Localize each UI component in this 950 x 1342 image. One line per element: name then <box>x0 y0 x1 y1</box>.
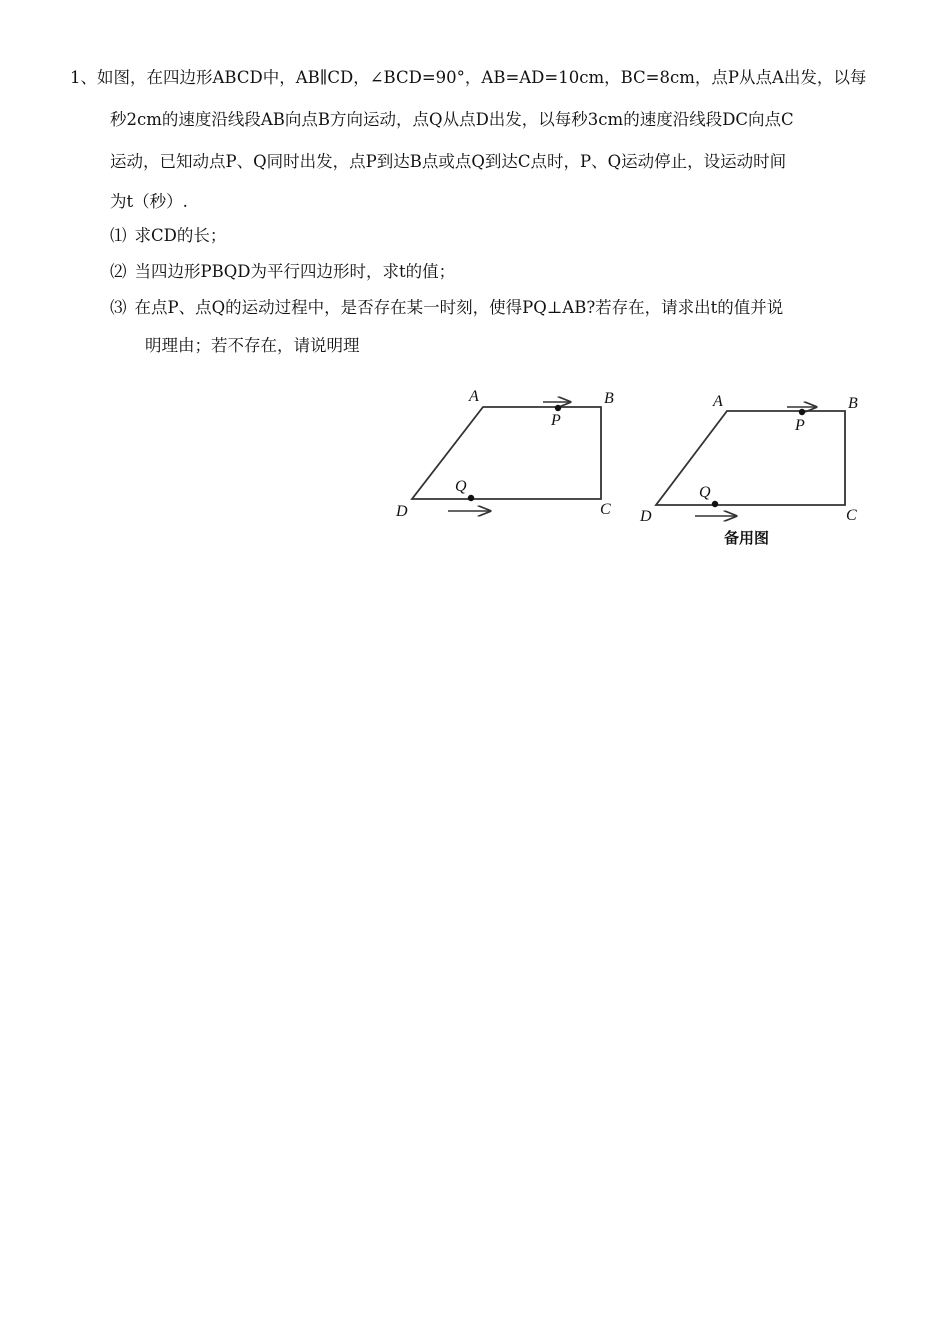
problem-line-1 <box>70 64 866 88</box>
figure-1-quadrilateral <box>412 407 601 499</box>
figure-2-point-p <box>799 409 805 415</box>
figure-2-label-p: P <box>795 417 805 434</box>
figure-1-label-a: A <box>469 388 479 405</box>
figure-2 <box>639 393 858 547</box>
figure-1-point-q <box>468 495 474 501</box>
figure-2-label-c: C <box>846 507 857 524</box>
question-1 <box>110 222 226 246</box>
question-2 <box>110 258 455 282</box>
figure-1-label-p: P <box>551 412 561 429</box>
figure-2-quadrilateral <box>656 411 845 505</box>
problem-line-2: 秒2cm的速度沿线段AB向点B方向运动，点Q从点D出发，以每秒3cm的速度沿线段DC向点C <box>110 110 794 129</box>
figure-1 <box>395 388 614 520</box>
problem-text-1: 如图，在四边形ABCD中，AB∥CD，∠BCD=90°，AB=AD=10cm，BC=8cm，点P从点A出发，以每 <box>97 68 867 87</box>
figure-2-label-d: D <box>640 508 652 525</box>
question-1-number: ⑴ <box>110 226 127 245</box>
figure-1-label-b: B <box>604 390 614 407</box>
question-2-text: 当四边形PBQD为平行四边形时，求t的值； <box>134 262 456 281</box>
question-3-text: 在点P、点Q的运动过程中，是否存在某一时刻，使得PQ⊥AB?若存在，请求出t的值并说 <box>134 298 784 317</box>
figure-2-label-q: Q <box>699 484 711 501</box>
figure-2-label-b: B <box>848 395 858 412</box>
question-3-continued <box>145 332 360 356</box>
figure-1-point-p <box>555 405 561 411</box>
question-3-continued-text: 明理由；若不存在，请说明理 <box>145 336 360 355</box>
question-3-number: ⑶ <box>110 298 127 317</box>
problem-line-3: 运动，已知动点P、Q同时出发，点P到达B点或点Q到达C点时，P、Q运动停止，设运动时间 <box>110 152 787 171</box>
figure-diagrams <box>390 380 870 555</box>
figure-1-label-d: D <box>396 503 408 520</box>
problem-line-4: 为t（秒）. <box>110 192 188 211</box>
question-2-number: ⑵ <box>110 262 127 281</box>
question-1-text: 求CD的长； <box>134 226 227 245</box>
figure-1-label-q: Q <box>455 478 467 495</box>
figure-2-caption: 备用图 <box>724 529 770 547</box>
question-3 <box>110 294 783 318</box>
figure-2-point-q <box>712 501 718 507</box>
problem-number: 1、 <box>70 68 97 87</box>
figure-1-label-c: C <box>600 501 611 518</box>
figure-2-label-a: A <box>713 393 723 410</box>
